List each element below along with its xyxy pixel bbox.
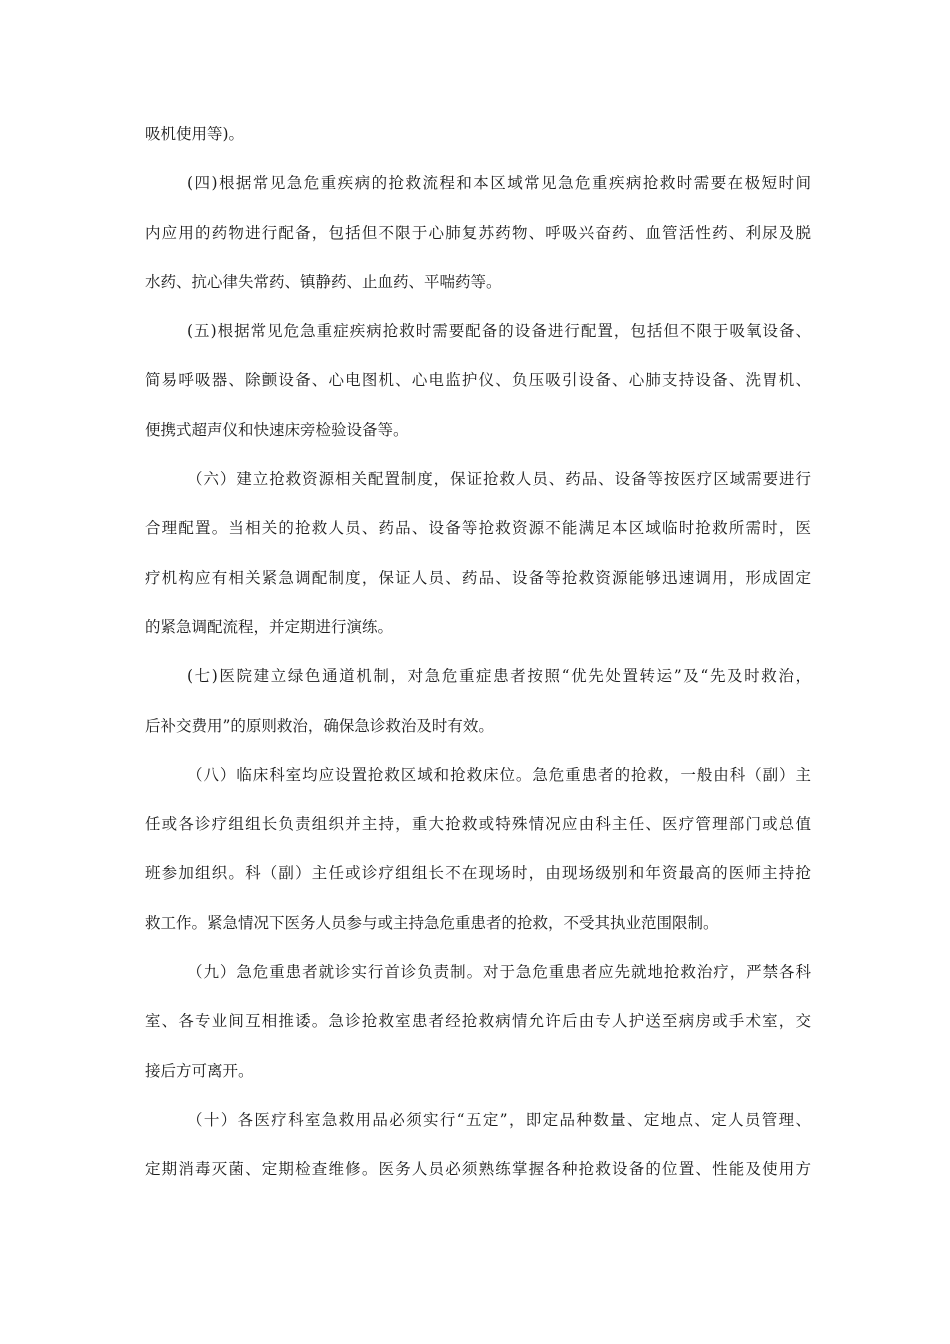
paragraph-6-line-2: 合理配置。当相关的抢救人员、药品、设备等抢救资源不能满足本区域临时抢救所需时，医	[145, 519, 811, 538]
text-line: 吸机使用等)。	[145, 125, 245, 143]
paragraph-6-line-1: （六）建立抢救资源相关配置制度，保证抢救人员、药品、设备等按医疗区域需要进行	[187, 470, 811, 489]
paragraph-4-line-3: 水药、抗心律失常药、镇静药、止血药、平喘药等。	[145, 272, 502, 291]
paragraph-5-line-2: 简易呼吸器、除颤设备、心电图机、心电监护仪、负压吸引设备、心肺支持设备、洗胃机、	[145, 371, 811, 390]
paragraph-4-line-2: 内应用的药物进行配备，包括但不限于心肺复苏药物、呼吸兴奋药、血管活性药、利尿及脱	[145, 223, 811, 242]
paragraph-7-line-1: (七)医院建立绿色通道机制，对急危重症患者按照“优先处置转运”及“先及时救治，	[187, 667, 811, 686]
paragraph-10-line-1: （十）各医疗科室急救用品必须实行“五定”，即定品种数量、定地点、定人员管理、	[187, 1110, 811, 1129]
paragraph-8-line-1: （八）临床科室均应设置抢救区域和抢救床位。急危重患者的抢救，一般由科（副）主	[187, 765, 811, 784]
paragraph-9-line-1: （九）急危重患者就诊实行首诊负责制。对于急危重患者应先就地抢救治疗，严禁各科	[187, 963, 811, 982]
paragraph-9-line-2: 室、各专业间互相推诿。急诊抢救室患者经抢救病情允许后由专人护送至病房或手术室，交	[145, 1012, 811, 1031]
paragraph-7-line-2: 后补交费用”的原则救治，确保急诊救治及时有效。	[145, 716, 494, 735]
paragraph-6-line-4: 的紧急调配流程，并定期进行演练。	[145, 617, 394, 636]
paragraph-4-line-1: (四)根据常见急危重疾病的抢救流程和本区域常见急危重疾病抢救时需要在极短时间	[187, 174, 811, 193]
paragraph-8-line-4: 救工作。紧急情况下医务人员参与或主持急危重患者的抢救，不受其执业范围限制。	[145, 913, 719, 932]
paragraph-8-line-3: 班参加组织。科（副）主任或诊疗组组长不在现场时，由现场级别和年资最高的医师主持抢	[145, 864, 811, 883]
document-body	[145, 120, 811, 1205]
paragraph-9-line-3: 接后方可离开。	[145, 1061, 254, 1080]
paragraph-10-line-2: 定期消毒灭菌、定期检查维修。医务人员必须熟练掌握各种抢救设备的位置、性能及使用方	[145, 1160, 811, 1179]
paragraph-6-line-3: 疗机构应有相关紧急调配制度，保证人员、药品、设备等抢救资源能够迅速调用，形成固定	[145, 568, 811, 587]
paragraph-5-line-3: 便携式超声仪和快速床旁检验设备等。	[145, 420, 409, 439]
paragraph-8-line-2: 任或各诊疗组组长负责组织并主持，重大抢救或特殊情况应由科主任、医疗管理部门或总值	[145, 815, 811, 834]
paragraph-5-line-1: (五)根据常见危急重症疾病抢救时需要配备的设备进行配置，包括但不限于吸氧设备、	[187, 322, 811, 341]
